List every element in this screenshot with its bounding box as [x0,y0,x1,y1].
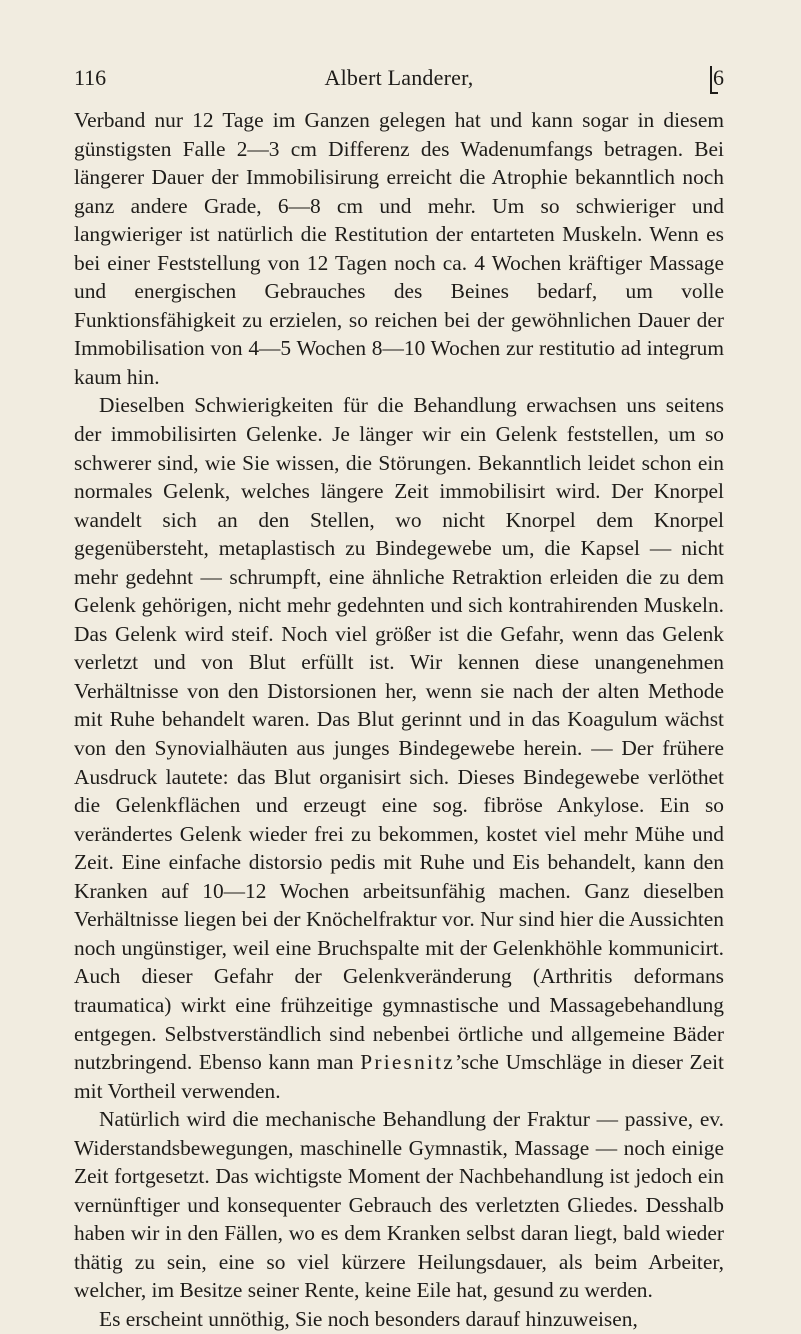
text-run: Verband nur 12 Tage im Ganzen gelegen hat und kann sogar in diesem günstigsten Falle 2—3 cm Differenz des Wadenumfangs betragen. Bei längerer Dauer der Immobilisirung erreicht die Atrophie bekanntlich noch ganz andere Grade, 6—8 cm und mehr. Um so schwieriger und langwieriger ist natürlich die Restitution der entarteten Muskeln. Wenn es bei einer Feststellung von 12 Tagen noch ca. 4 Wochen kräftiger Massage und energischen Gebrauches des Beines bedarf, um volle Funktionsfähigkeit zu erzielen, so reichen bei der gewöhnlichen Dauer der Immobilisation von 4—5 Wochen 8—10 Wochen zur restitutio ad integrum kaum hin. [74,108,724,389]
page-number: 116 [74,65,107,90]
text-run: Natürlich wird die mechanische Behandlung der Fraktur — passive, ev. Widerstandsbewegungen, maschinelle Gymnastik, Massage — noch einige Zeit fortgesetzt. Das wichtigste Moment der Nachbehandlung ist jedoch ein vernünftiger und konsequenter Gebrauch des verletzten Gliedes. Desshalb haben wir in den Fällen, wo es dem Kranken selbst daran liegt, bald wieder thätig zu sein, eine so viel kürzere Heilungsdauer, als beim Arbeiter, welcher, im Besitze seiner Rente, keine Eile hat, gesund zu werden. [74,1107,724,1303]
body-text [74,106,724,1334]
text-run: Es erscheint unnöthig, Sie noch besonders darauf hinzuweisen, [99,1306,638,1331]
text-run: ’sche Umschläge in dieser Zeit mit Vortheil verwenden. [74,1050,725,1103]
running-head-author: Albert Landerer, [324,65,474,90]
text-run: Dieselben Schwierigkeiten für die Behandlung erwachsen uns seitens der immobilisirten Gelenke. Je länger wir ein Gelenk feststellen, um so schwerer sind, wie Sie wissen, die Störungen. Bekanntlich leidet schon ein normales Gelenk, welches längere Zeit immobilisirt wird. Der Knorpel wandelt sich an den Stellen, wo nicht Knorpel dem Knorpel gegenübersteht, metaplastisch zu Bindegewebe um, die Kapsel — nicht mehr gedehnt — schrumpft, eine ähnliche Retraktion erleiden die zu dem Gelenk gehörigen, nicht mehr gedehnten und sich kontrahirenden Muskeln. Das Gelenk wird steif. Noch viel größer ist die Gefahr, wenn das Gelenk verletzt und von Blut erfüllt ist. Wir kennen diese unangenehmen Verhältnisse von den Distorsionen her, wenn sie nach der alten Methode mit Ruhe behandelt waren. Das Blut gerinnt und in das Koagulum wächst von den Synovialhäuten aus junges Bindegewebe herein. — Der frühere Ausdruck lautete: das Blut organisirt sich. Dieses Bindegewebe verlöthet die Gelenkflächen und erzeugt eine sog. fibröse Ankylose. Ein so verändertes Gelenk wieder frei zu bekommen, kostet viel mehr Mühe und Zeit. Eine einfache distorsio pedis mit Ruhe und Eis behandelt, kann den Kranken auf 10—12 Wochen arbeitsunfähig machen. Ganz dieselben Verhältnisse liegen bei der Knöchelfraktur vor. Nur sind hier die Aussichten noch ungünstiger, weil eine Bruchspalte mit der Gelenkhöhle kommunicirt. Auch dieser Gefahr der Gelenkveränderung (Arthritis deformans traumatica) wirkt eine frühzeitige gymnastische und Massagebehandlung entgegen. Selbstverständlich sind nebenbei örtliche und allgemeine Bäder nutzbringend. Ebenso kann man [74,393,724,1075]
spaced-name: Priesnitz [360,1050,455,1075]
paragraph [74,391,724,1105]
running-head [74,58,724,98]
paragraph [74,1305,724,1334]
paragraph [74,1105,724,1305]
paragraph [74,106,724,391]
section-mark: 6 [713,58,724,98]
